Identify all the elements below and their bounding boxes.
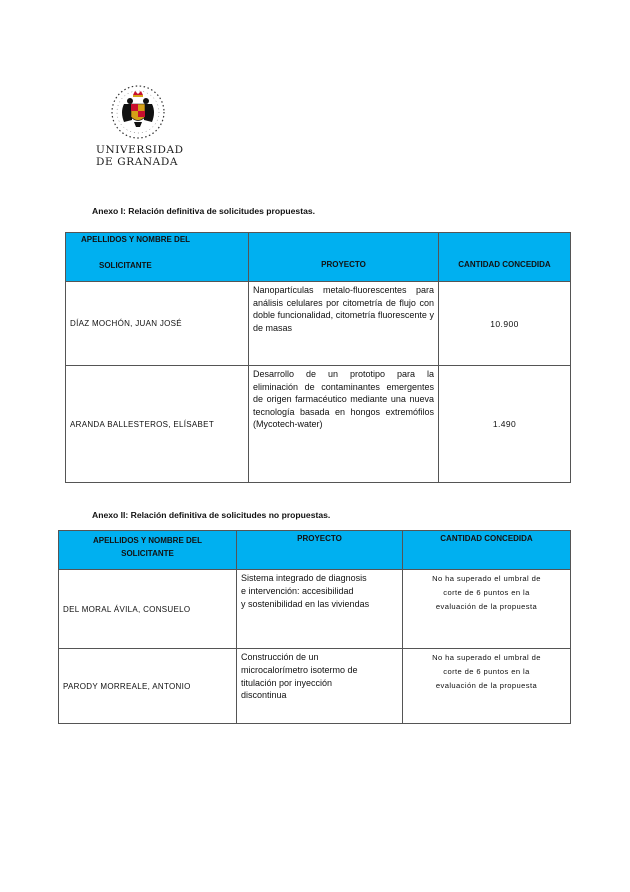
table-row	[59, 649, 571, 724]
applicant-name: DEL MORAL ÁVILA, CONSUELO	[59, 570, 237, 649]
annex2-col-amount: CANTIDAD CONCEDIDA	[403, 531, 571, 570]
reason-line: corte de 6 puntos en la	[443, 667, 530, 676]
annex2-col-applicant	[59, 531, 237, 570]
col-applicant-line2: SOLICITANTE	[121, 549, 174, 558]
col-applicant-line1: APELLIDOS Y NOMBRE DEL	[92, 536, 203, 545]
reason-line: corte de 6 puntos en la	[443, 588, 530, 597]
project-line: Sistema integrado de diagnosis	[241, 573, 367, 583]
annex1-table	[65, 232, 571, 483]
col-applicant-line2: SOLICITANTE	[99, 261, 152, 270]
table-row	[59, 570, 571, 649]
annex1-col-applicant	[66, 233, 249, 282]
table-row	[66, 366, 571, 483]
project-line: Construcción de un	[241, 652, 319, 662]
project-line: microcalorímetro isotermo de	[241, 664, 358, 675]
reason-line: No ha superado el umbral de	[432, 574, 541, 583]
applicant-name: DÍAZ MOCHÓN, JUAN JOSÉ	[66, 282, 249, 366]
applicant-name: ARANDA BALLESTEROS, ELÍSABET	[66, 366, 249, 483]
annex1-col-amount: CANTIDAD CONCEDIDA	[439, 233, 571, 282]
university-name-line1: UNIVERSIDAD	[96, 144, 184, 156]
annex1-col-project: PROYECTO	[249, 233, 439, 282]
table-row	[66, 282, 571, 366]
annex1-heading: Anexo I: Relación definitiva de solicitudes propuestas.	[92, 206, 316, 216]
project-title	[237, 570, 403, 649]
university-name	[96, 144, 186, 168]
project-line: y sostenibilidad en las viviendas	[241, 598, 370, 609]
applicant-name: PARODY MORREALE, ANTONIO	[59, 649, 237, 724]
reason-line: No ha superado el umbral de	[432, 653, 541, 662]
project-title: Nanopartículas metalo-fluorescentes para análisis celulares por citometría de flujo con doble funcionalidad, citometría fluorescente y de masas	[249, 282, 439, 366]
col-applicant-line1: APELLIDOS Y NOMBRE DEL	[81, 235, 191, 244]
project-line: discontinua	[241, 690, 287, 701]
project-title	[237, 649, 403, 724]
annex2-table	[58, 530, 571, 724]
annex2-header-row	[59, 531, 571, 570]
rejection-reason	[403, 570, 571, 649]
reason-line: evaluación de la propuesta	[435, 681, 538, 690]
university-name-line2: DE GRANADA	[96, 156, 179, 168]
university-seal-icon	[110, 84, 166, 140]
amount-granted: 10.900	[439, 282, 571, 366]
annex1-header-row	[66, 233, 571, 282]
project-line: titulación por inyección	[241, 677, 333, 688]
reason-line: evaluación de la propuesta	[435, 602, 538, 611]
rejection-reason	[403, 649, 571, 724]
annex2-col-project: PROYECTO	[237, 531, 403, 570]
project-line: e intervención: accesibilidad	[241, 585, 354, 596]
amount-granted: 1.490	[439, 366, 571, 483]
annex2-heading: Anexo II: Relación definitiva de solicitudes no propuestas.	[92, 510, 331, 520]
project-title: Desarrollo de un prototipo para la eliminación de contaminantes emergentes de origen farmacéutico mediante una nueva tecnología basada en hongos extremófilos (Mycotech-water)	[249, 366, 439, 483]
